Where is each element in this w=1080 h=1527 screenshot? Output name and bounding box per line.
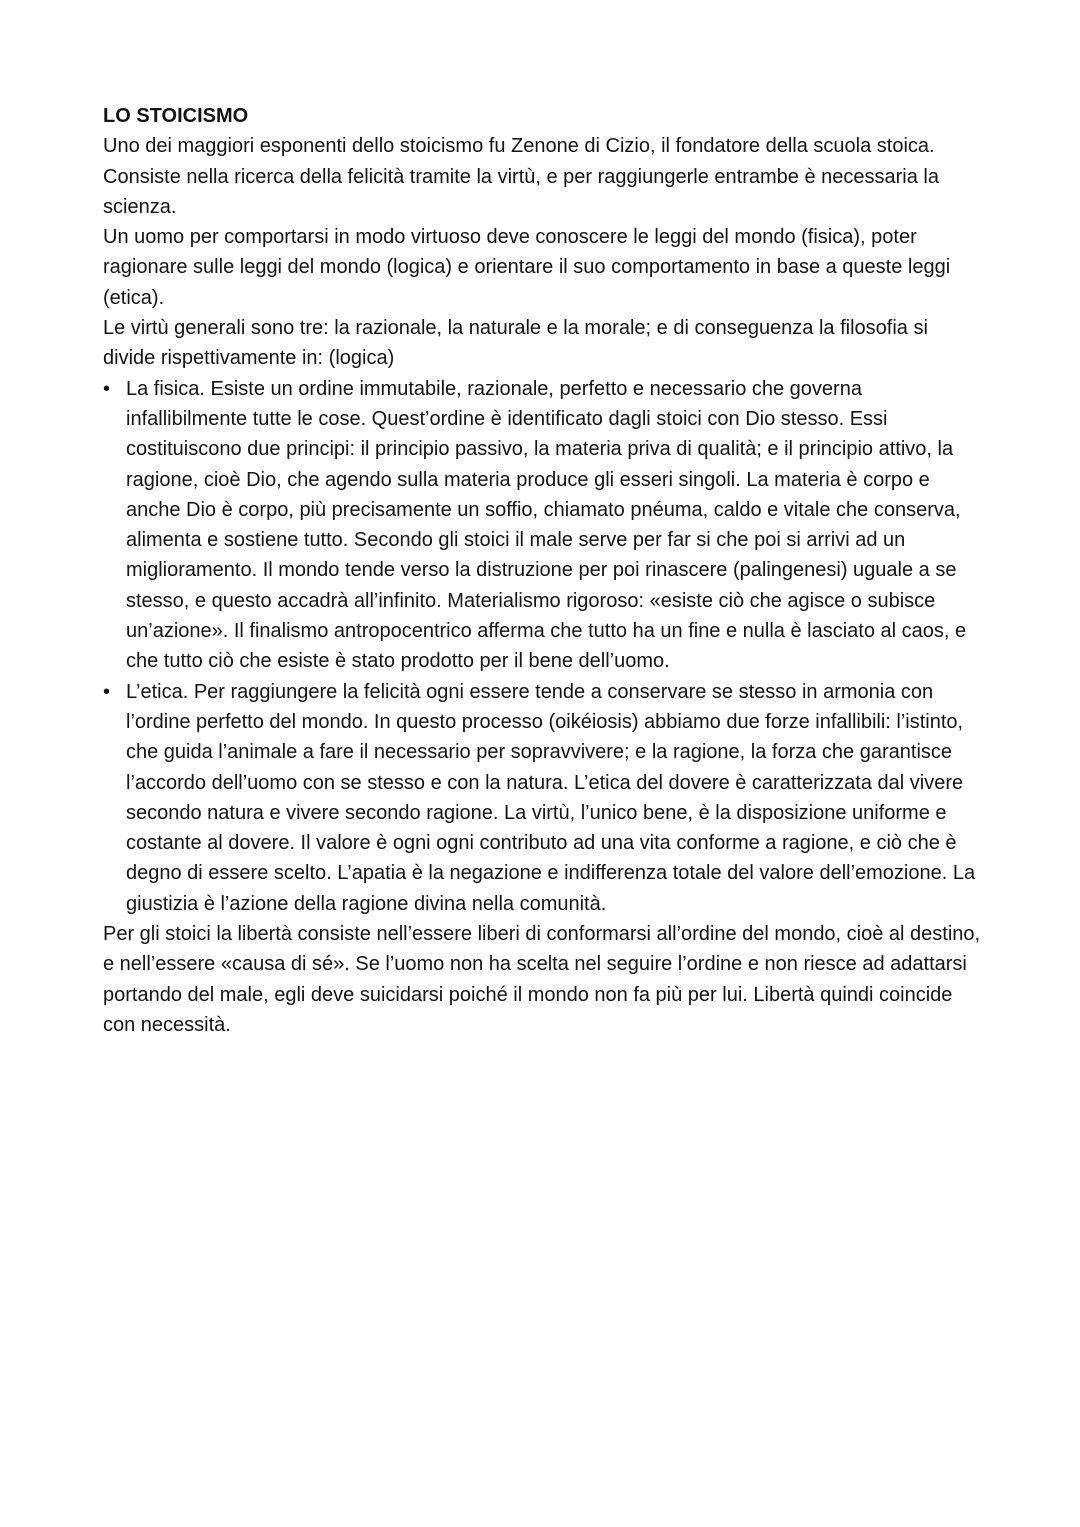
bullet-text: La fisica. Esiste un ordine immutabile, razionale, perfetto e necessario che governa infallibilmente tutte le cose. Quest’ordine è identificato dagli stoici con Dio stesso. Essi costituiscono due principi: il principio passivo, la materia priva di qualità; e il principio attivo, la ragione, cioè Dio, che agendo sulla materia produce gli esseri singoli. La materia è corpo e anche Dio è corpo, più precisamente un soffio, chiamato pnéuma, caldo e vitale che conserva, alimenta e sostiene tutto. Secondo gli stoici il male serve per far si che poi si arrivi ad un miglioramento. Il mondo tende verso la distruzione per poi rinascere (palingenesi) uguale a se stesso, e questo accadrà all’infinito. Materialismo rigoroso: «esiste ciò che agisce o subisce un’azione». Il finalismo antropocentrico afferma che tutto ha un fine e nulla è lasciato al caos, e che tutto ciò che esiste è stato prodotto per il bene dell’uomo. xyxy=(126,377,967,673)
intro-paragraph: Le virtù generali sono tre: la razionale, la naturale e la morale; e di conseguenza la filosofia si divide rispettivamente in: (logica) xyxy=(103,317,928,370)
bullet-list xyxy=(103,374,983,919)
bullet-icon: • xyxy=(103,680,111,703)
document-title: LO STOICISMO xyxy=(103,105,249,127)
intro-paragraph: Uno dei maggiori esponenti dello stoicismo fu Zenone di Cizio, il fondatore della scuola stoica. Consiste nella ricerca della felicità tramite la virtù, e per raggiungerle entrambe è necessaria la scienza. xyxy=(103,135,939,218)
intro-paragraph: Un uomo per comportarsi in modo virtuoso deve conoscere le leggi del mondo (fisica), poter ragionare sulle leggi del mondo (logica) e orientare il suo comportamento in base a queste leggi (etica). xyxy=(103,226,951,309)
bullet-icon: • xyxy=(103,377,111,400)
bullet-item-fisica xyxy=(103,374,983,677)
bullet-item-etica xyxy=(103,677,983,919)
closing-paragraph: Per gli stoici la libertà consiste nell’essere liberi di conformarsi all’ordine del mondo, cioè al destino, e nell’essere «causa di sé». Se l’uomo non ha scelta nel seguire l’ordine e non riesce ad adattarsi portando del male, egli deve suicidarsi poiché il mondo non fa più per lui. Libertà quindi coincide con necessità. xyxy=(103,923,981,1036)
bullet-text: L’etica. Per raggiungere la felicità ogni essere tende a conservare se stesso in armonia con l’ordine perfetto del mondo. In questo processo (oikéiosis) abbiamo due forze infallibili: l’istinto, che guida l’animale a fare il necessario per sopravvivere; e la ragione, la forza che garantisce l’accordo dell’uomo con se stesso e con la natura. L’etica del dovere è caratterizzata dal vivere secondo natura e vivere secondo ragione. La virtù, l’unico bene, è la disposizione uniforme e costante al dovere. Il valore è ogni ogni contributo ad una vita conforme a ragione, e ciò che è degno di essere scelto. L’apatia è la negazione e indifferenza totale del valore dell’emozione. La giustizia è l’azione della ragione divina nella comunità. xyxy=(126,680,976,915)
document-page xyxy=(103,101,983,1040)
